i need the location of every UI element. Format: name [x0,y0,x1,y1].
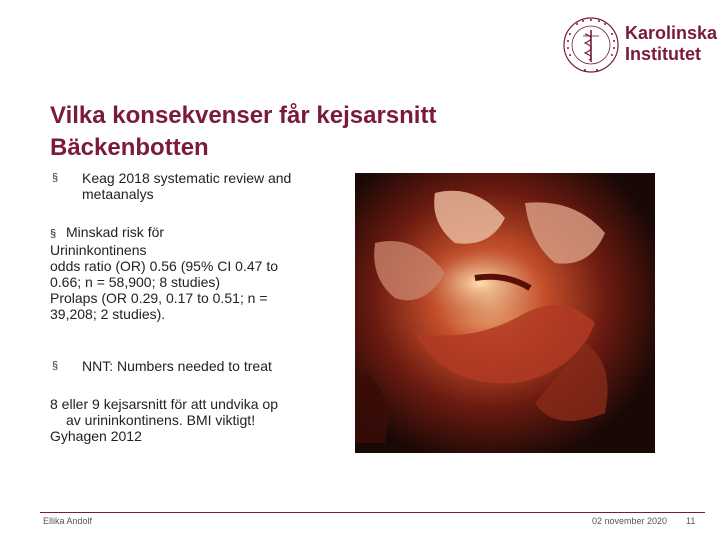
footer-date: 02 november 2020 [592,516,668,526]
text-line: 0.66; n = 58,900; 8 studies) [50,274,221,290]
bullet-text: Keag 2018 systematic review and [82,170,292,186]
page-number: 11 [686,516,696,526]
title-line-2: Bäckenbotten [50,134,209,161]
text-line: Urininkontinens [50,242,147,258]
text-line: 8 eller 9 kejsarsnitt för att undvika op [50,396,279,412]
footer-author: Ellika Andolf [43,516,93,526]
surgery-photo-illustration [355,173,655,453]
slide-title [50,100,550,164]
bullet-item-risk [50,224,335,242]
slide-body [50,170,335,444]
logo-line-1: Karolinska [625,23,718,43]
seal-icon [561,10,621,80]
bullet-text: metaanalys [82,186,154,202]
text-line: Gyhagen 2012 [50,428,142,444]
text-line: 39,208; 2 studies). [50,306,166,322]
bullet-item-keag [50,170,335,202]
bullet-item-nnt [50,358,335,374]
bullet-text: NNT: Numbers needed to treat [82,358,272,374]
bullet-icon: § [52,172,59,184]
bullet-icon: § [52,360,59,372]
text-line: av urininkontinens. BMI viktigt! [66,412,256,428]
surgery-photo [355,173,655,453]
text-line: odds ratio (OR) 0.56 (95% CI 0.47 to [50,258,278,274]
bullet-icon: § [50,228,57,240]
bullet-text: Minskad risk för [66,224,165,240]
karolinska-logo [561,10,718,80]
logo-line-2: Institutet [625,44,701,64]
logo-wordmark [625,23,717,65]
title-line-1: Vilka konsekvenser får kejsarsnitt [50,102,437,129]
footer-divider [40,512,705,513]
text-line: Prolaps (OR 0.29, 0.17 to 0.51; n = [50,290,268,306]
